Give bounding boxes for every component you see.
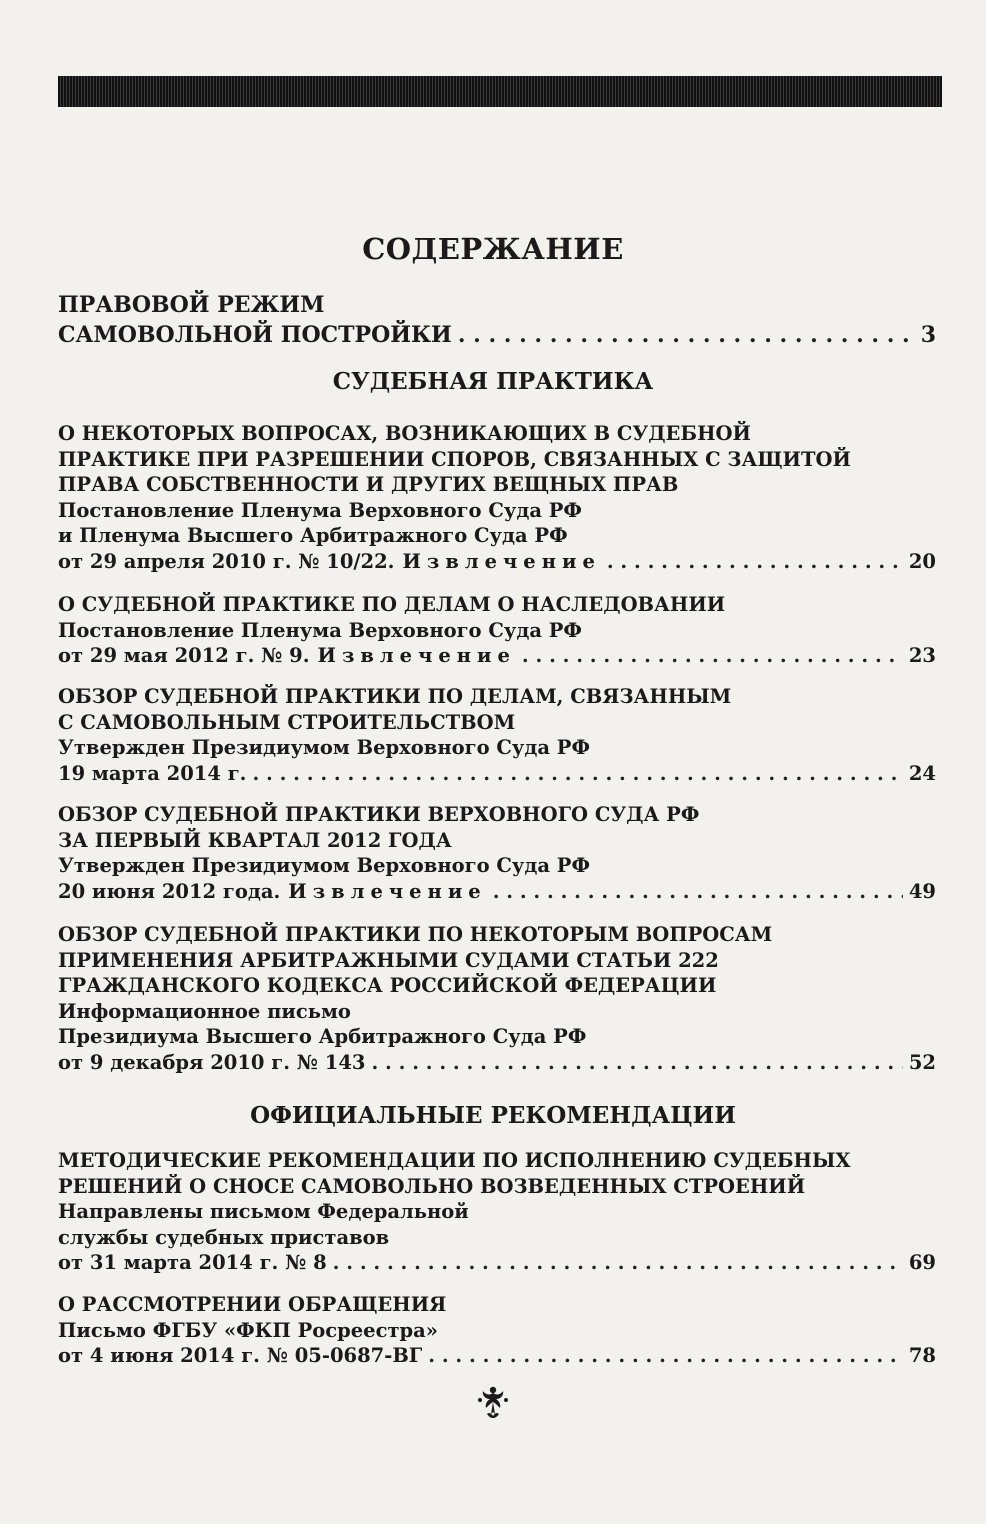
- dot-leader: [371, 1050, 902, 1076]
- entry-line: ЗА ПЕРВЫЙ КВАРТАЛ 2012 ГОДА: [58, 828, 452, 852]
- dot-leader: [333, 1250, 903, 1276]
- entry-source: от 31 марта 2014 г. № 8: [58, 1251, 327, 1274]
- entry-last-line: [58, 320, 936, 350]
- toc-entry-3: [58, 592, 936, 669]
- entry-source: от 29 мая 2012 г. № 9.: [58, 644, 310, 667]
- entry-line: ПРАКТИКЕ ПРИ РАЗРЕШЕНИИ СПОРОВ, СВЯЗАННЫХ С ЗАЩИТОЙ: [58, 447, 851, 471]
- entry-line: ПРАВА СОБСТВЕННОСТИ И ДРУГИХ ВЕЩНЫХ ПРАВ: [58, 473, 679, 496]
- entry-line: Направлены письмом Федеральной: [58, 1200, 469, 1223]
- entry-line: Информационное письмо: [58, 999, 351, 1023]
- entry-line: МЕТОДИЧЕСКИЕ РЕКОМЕНДАЦИИ ПО ИСПОЛНЕНИЮ СУДЕБНЫХ: [58, 1149, 851, 1172]
- entry-line: ОБЗОР СУДЕБНОЙ ПРАКТИКИ ВЕРХОВНОГО СУДА РФ: [58, 803, 700, 826]
- entry-last-line: [58, 761, 936, 787]
- entry-source: 20 июня 2012 года.: [58, 879, 281, 903]
- page-number: 3: [920, 322, 936, 348]
- entry-line: ОБЗОР СУДЕБНОЙ ПРАКТИКИ ПО НЕКОТОРЫМ ВОПРОСАМ: [58, 923, 773, 946]
- fleuron-ornament-icon: [473, 1382, 513, 1422]
- page-number: 52: [908, 1050, 936, 1074]
- page-number: 69: [908, 1251, 936, 1274]
- toc-entry-1: [58, 290, 936, 350]
- entry-last-line: [58, 879, 936, 905]
- entry-line: службы судебных приставов: [58, 1225, 390, 1249]
- toc-entry-4: [58, 684, 936, 786]
- entry-title: САМОВОЛЬНОЙ ПОСТРОЙКИ: [58, 322, 452, 348]
- page-number: 23: [908, 644, 936, 667]
- entry-line: РЕШЕНИЙ О СНОСЕ САМОВОЛЬНО ВОЗВЕДЕННЫХ СТРОЕНИЙ: [58, 1174, 806, 1198]
- toc-entry-2: [58, 421, 936, 574]
- entry-last-line: [58, 1343, 936, 1369]
- dot-leader: [607, 549, 903, 575]
- dot-leader: [252, 761, 902, 787]
- entry-line: Постановление Пленума Верховного Суда РФ: [58, 618, 582, 642]
- entry-line: Постановление Пленума Верховного Суда РФ: [58, 498, 582, 522]
- section-heading-court-practice: СУДЕБНАЯ ПРАКТИКА: [332, 368, 654, 395]
- page-number: 78: [908, 1344, 936, 1367]
- header-decorative-bar: [58, 76, 942, 107]
- dot-leader: [493, 879, 903, 905]
- extract-label: Извлечение: [402, 549, 601, 573]
- entry-line: О СУДЕБНОЙ ПРАКТИКЕ ПО ДЕЛАМ О НАСЛЕДОВАНИИ: [58, 593, 726, 616]
- entry-line: ПРАВОВОЙ РЕЖИМ: [58, 292, 325, 318]
- dot-leader: [428, 1343, 903, 1369]
- entry-line: О РАССМОТРЕНИИ ОБРАЩЕНИЯ: [58, 1293, 447, 1316]
- entry-source: от 9 декабря 2010 г. № 143: [58, 1050, 366, 1074]
- entry-line: ПРИМЕНЕНИЯ АРБИТРАЖНЫМИ СУДАМИ СТАТЬИ 222: [58, 948, 719, 972]
- entry-line: ГРАЖДАНСКОГО КОДЕКСА РОССИЙСКОЙ ФЕДЕРАЦИИ: [58, 974, 717, 997]
- toc-entry-5: [58, 802, 936, 904]
- toc-entry-8: [58, 1292, 936, 1369]
- page-number: 24: [908, 761, 936, 785]
- entry-line: ОБЗОР СУДЕБНОЙ ПРАКТИКИ ПО ДЕЛАМ, СВЯЗАННЫМ: [58, 685, 732, 708]
- dot-leader: [522, 643, 903, 669]
- entry-line: Президиума Высшего Арбитражного Суда РФ: [58, 1025, 587, 1048]
- extract-label: Извлечение: [317, 644, 516, 667]
- entry-line: Утвержден Президиумом Верховного Суда РФ: [58, 736, 590, 759]
- entry-last-line: [58, 549, 936, 575]
- toc-entry-7: [58, 1148, 936, 1276]
- page-title: СОДЕРЖАНИЕ: [362, 232, 624, 266]
- entry-source: от 4 июня 2014 г. № 05-0687-ВГ: [58, 1344, 423, 1367]
- entry-source: от 29 апреля 2010 г. № 10/22.: [58, 549, 395, 573]
- entry-last-line: [58, 1250, 936, 1276]
- section-heading-official-recommendations: ОФИЦИАЛЬНЫЕ РЕКОМЕНДАЦИИ: [250, 1102, 736, 1129]
- toc-entry-6: [58, 922, 936, 1075]
- entry-line: Утвержден Президиумом Верховного Суда РФ: [58, 854, 590, 877]
- extract-label: Извлечение: [288, 879, 487, 903]
- dot-leader: [458, 320, 915, 350]
- entry-source: 19 марта 2014 г.: [58, 761, 247, 785]
- entry-last-line: [58, 643, 936, 669]
- entry-last-line: [58, 1050, 936, 1076]
- entry-line: и Пленума Высшего Арбитражного Суда РФ: [58, 524, 568, 547]
- page-number: 49: [908, 879, 936, 903]
- entry-line: Письмо ФГБУ «ФКП Росреестра»: [58, 1318, 438, 1342]
- entry-line: О НЕКОТОРЫХ ВОПРОСАХ, ВОЗНИКАЮЩИХ В СУДЕБНОЙ: [58, 422, 751, 445]
- page-number: 20: [908, 549, 936, 573]
- entry-line: С САМОВОЛЬНЫМ СТРОИТЕЛЬСТВОМ: [58, 710, 516, 734]
